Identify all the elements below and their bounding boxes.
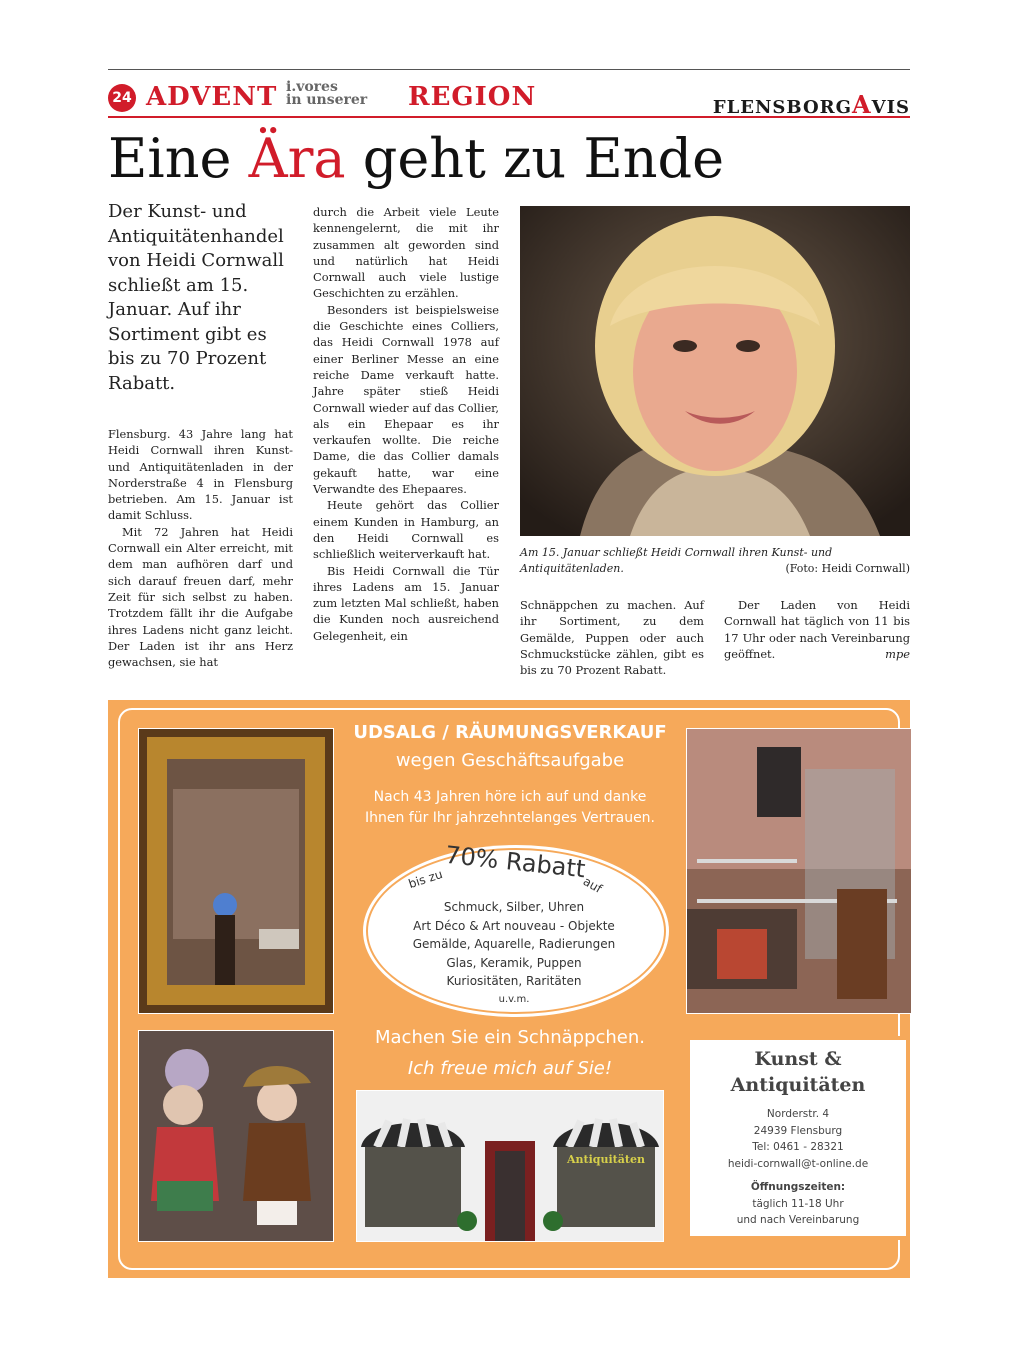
vores-line2: in unserer <box>286 92 368 108</box>
article-paragraph <box>724 597 910 662</box>
contact-phone: Tel: 0461 - 28321 <box>752 1141 844 1153</box>
article-paragraph: Mit 72 Jahren hat Heidi Cornwall ein Alter erreicht, mit dem man aufhören darf und sich darauf freuen darf, mehr Zeit für sich selbst zu haben. Trotzdem fällt ihr die Aufgabe ihres Ladens nicht ganz leicht. Der Laden ist ihr ans Herz gewachsen, sie hat <box>108 524 293 670</box>
item-line: Kuriositäten, Raritäten <box>446 974 582 988</box>
shopfront-image <box>357 1091 663 1241</box>
article-paragraph: Heute gehört das Collier einem Kunden in Hamburg, an den Heidi Cornwall es schließlich weiterverkauft hat. <box>313 498 499 562</box>
contact-details <box>686 1106 910 1229</box>
discount-auf: auf <box>580 874 605 896</box>
brand-part1: FLENSBORG <box>712 97 852 118</box>
article-paragraph: Flensburg. 43 Jahre lang hat Heidi Cornwall ihren Kunst- und Antiquitätenladen in der Norderstraße 4 in Flensburg betrieben. Am 15. Januar ist damit Schluss. <box>108 427 293 523</box>
shopfront-photo <box>356 1090 664 1242</box>
contact-hours: täglich 11-18 Uhr <box>752 1197 844 1210</box>
headline-highlight: Ära <box>248 127 346 190</box>
shop-interior-photo <box>686 728 912 1014</box>
article-column-3 <box>520 597 704 678</box>
ad-machen: Machen Sie ein Schnäppchen. <box>374 1027 646 1048</box>
contact-hours-2: und nach Vereinbarung <box>736 1214 860 1226</box>
item-line: Art Déco & Art nouveau - Objekte <box>413 918 615 933</box>
rubric-advent: ADVENT <box>146 82 278 112</box>
header-red-rule <box>108 116 910 118</box>
article-column-1 <box>108 426 293 670</box>
dolls-image <box>139 1031 333 1241</box>
brand-a: A <box>851 90 872 119</box>
rubric-region: REGION <box>408 82 537 112</box>
article-paragraph: Besonders ist beispielsweise die Geschichte eines Colliers, das Heidi Cornwall 1978 auf einer Berliner Messe an eine reiche Dame verkauft hatte. Jahre später stieß Heidi Cornwall wieder auf das Collier, als ein Ehepaar es ihr verkaufen wollte. Die reiche Dame, die das Collier damals gekauft hatte, war eine Verwandte des Ehepaares. <box>313 302 499 497</box>
ad-thanks-line1: Nach 43 Jahren höre ich auf und danke <box>373 789 647 805</box>
article-paragraph: Bis Heidi Cornwall die Tür ihres Ladens am 15. Januar zum letzten Mal schließt, haben die Kunden noch ausreichend Gelegenheit, ein <box>313 563 499 643</box>
shop-sign: Antiquitäten <box>567 1153 645 1166</box>
contact-email: heidi-cornwall@t-online.de <box>727 1157 869 1170</box>
headline-part2: geht zu Ende <box>345 127 725 190</box>
photo-credit: (Foto: Heidi Cornwall) <box>785 562 910 575</box>
ad-thanks-line2: Ihnen für Ihr jahrzehntelanges Vertrauen. <box>364 810 655 826</box>
mirror-image <box>139 729 333 1013</box>
article-column-2 <box>313 204 499 644</box>
ad-subtitle: wegen Geschäftsaufgabe <box>395 750 625 771</box>
portrait-photo <box>520 206 910 536</box>
contact-title-line1: Kunst & <box>754 1048 842 1070</box>
item-uvm: u.v.m. <box>498 993 530 1005</box>
contact-title-line2: Antiquitäten <box>730 1074 866 1096</box>
contact-street: Norderstr. 4 <box>766 1108 830 1120</box>
article-paragraph-text: Der Laden von Heidi Cornwall hat täglich von 11 bis 17 Uhr oder nach Vereinbarung geöffnet. <box>724 598 910 661</box>
header-rule <box>108 69 910 70</box>
caption-text: Am 15. Januar schließt Heidi Cornwall ihren Kunst- und Antiquitätenladen. <box>520 546 833 575</box>
shop-interior-image <box>687 729 911 1013</box>
discount-label: 70% Rabatt <box>443 840 587 884</box>
item-line: Schmuck, Silber, Uhren <box>443 900 585 914</box>
newspaper-logo <box>713 90 910 119</box>
contact-city: 24939 Flensburg <box>753 1124 843 1137</box>
ad-freue: Ich freue mich auf Sie! <box>407 1058 613 1079</box>
contact-title <box>686 1046 910 1098</box>
item-line: Gemälde, Aquarelle, Radierungen <box>412 937 616 951</box>
page-number: 24 <box>108 84 136 112</box>
vores-line1: i.vores <box>286 79 338 95</box>
dolls-photo <box>138 1030 334 1242</box>
headline-part1: Eine <box>108 127 249 190</box>
brand-part2: VIS <box>871 97 910 118</box>
headline <box>108 126 724 192</box>
article-paragraph: Schnäppchen zu machen. Auf ihr Sortiment, zu dem Gemälde, Puppen oder auch Schmuckstücke zählen, gibt es bis zu 70 Prozent Rabatt. <box>520 598 704 678</box>
photo-caption <box>520 545 910 577</box>
rubric-vores <box>286 81 402 107</box>
portrait-image <box>520 206 910 536</box>
item-list <box>366 898 662 1009</box>
item-line: Glas, Keramik, Puppen <box>446 955 582 970</box>
article-paragraph: durch die Arbeit viele Leute kennengelernt, die mit ihr zusammen alt geworden sind und natürlich hat Heidi Cornwall auch viele lustige Geschichten zu erzählen. <box>313 205 499 301</box>
discount-bis-zu: bis zu <box>406 866 445 892</box>
article-author: mpe <box>885 646 910 661</box>
contact-hours-heading: Öffnungszeiten: <box>750 1181 846 1193</box>
mirror-photo <box>138 728 334 1014</box>
article-column-4 <box>724 597 910 662</box>
ad-title: UDSALG / RÄUMUNGSVERKAUF <box>353 722 667 743</box>
article-lead: Der Kunst- und Antiquitätenhandel von Heidi Cornwall schließt am 15. Januar. Auf ihr Sortiment gibt es bis zu 70 Prozent Rabatt. <box>108 201 284 394</box>
ad-thanks <box>340 787 680 829</box>
